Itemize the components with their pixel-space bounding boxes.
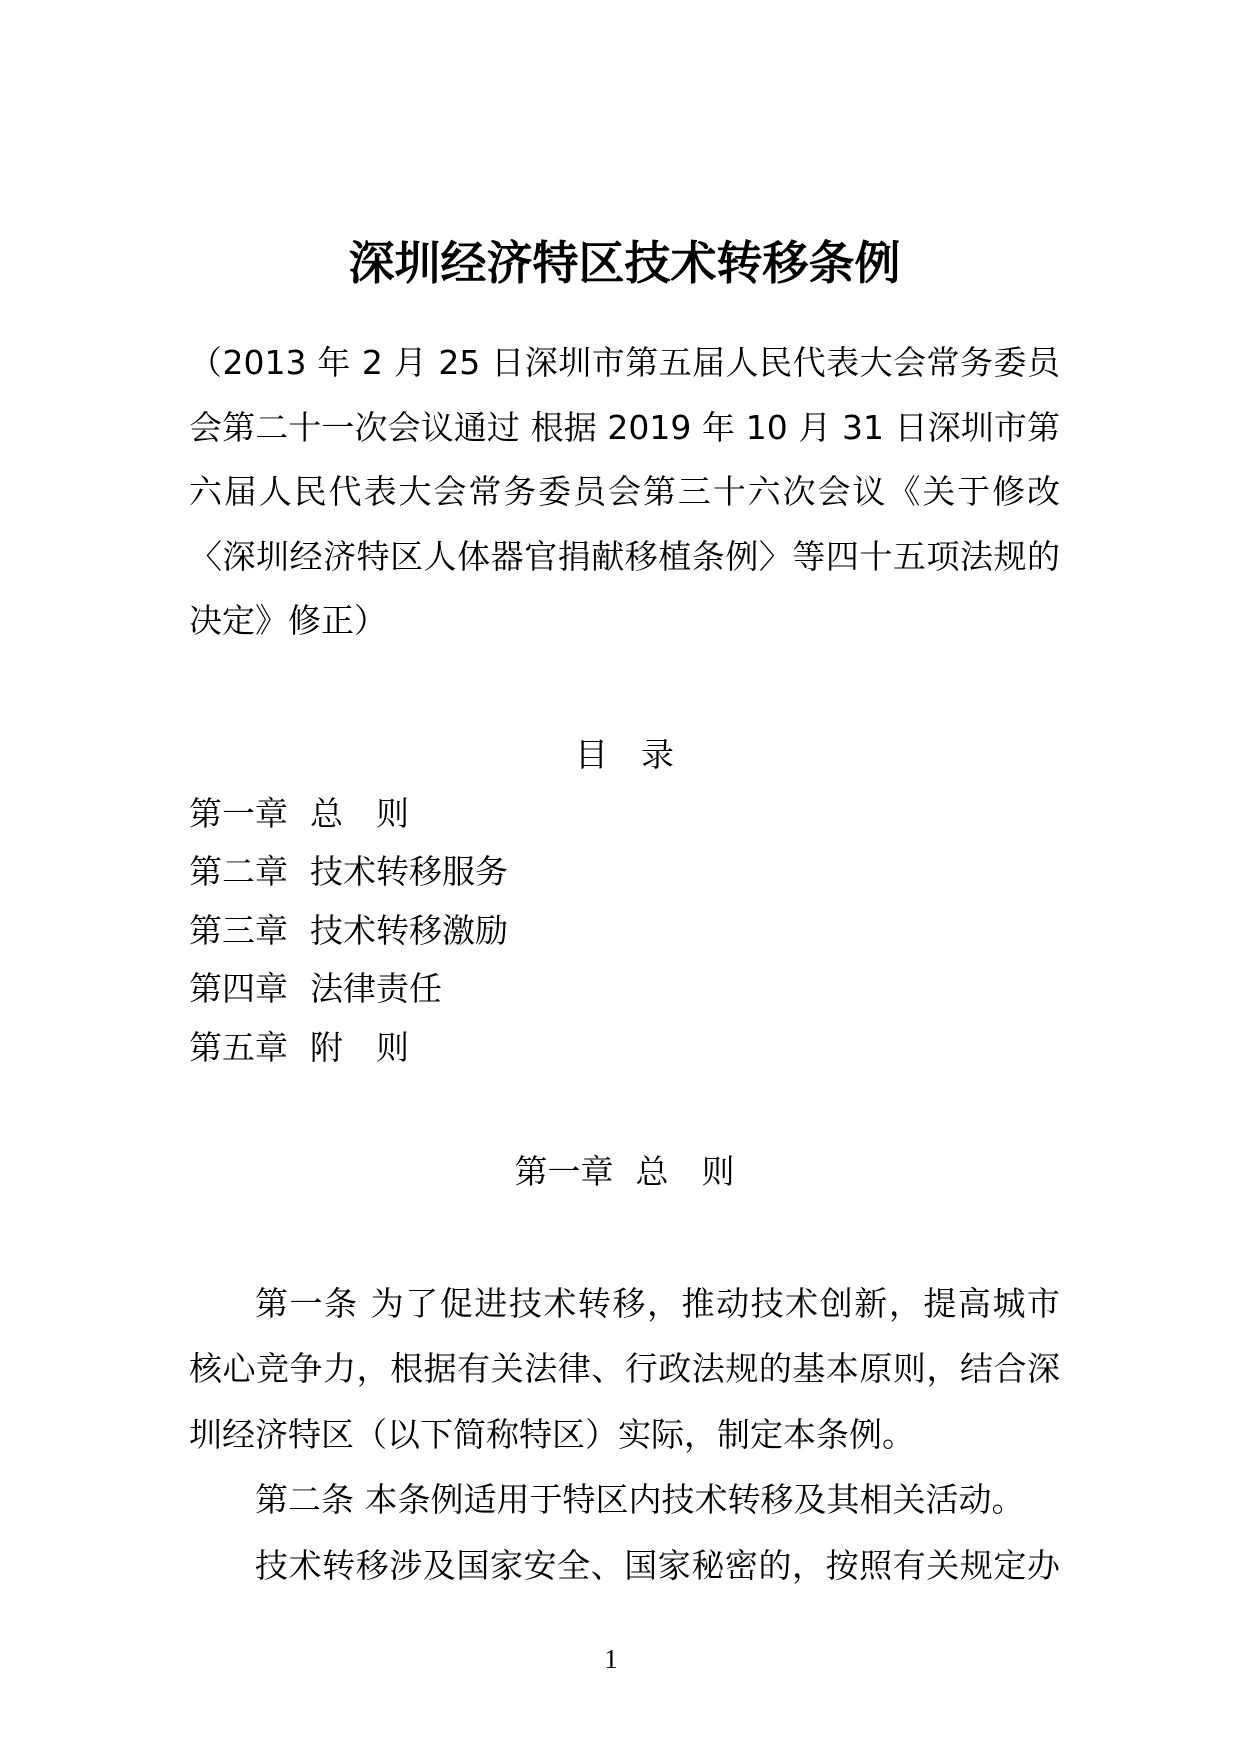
chapter-number: 第一章: [514, 1152, 614, 1191]
article-2-paragraph-2-line: 技术转移涉及国家安全、国家秘密的，按照有关规定办: [255, 1545, 1060, 1585]
toc-chapter-number: 第五章: [189, 1027, 288, 1067]
toc-chapter-title: 技术转移激励: [310, 910, 508, 950]
article-1-line: 第一条 为了促进技术转移，推动技术创新，提高城市: [255, 1284, 1060, 1323]
article-body: [189, 1271, 1060, 1598]
adoption-note-line: 决定》修正）: [189, 601, 387, 640]
adoption-note-line: 会第二十一次会议通过 根据 2019 年 10 月 31 日深圳市第: [189, 407, 1060, 447]
toc-chapter-number: 第三章: [189, 910, 288, 950]
toc-item-chapter-3: [189, 902, 1060, 961]
page-number: 1: [604, 1644, 618, 1674]
toc-chapter-title: 法律责任: [310, 969, 442, 1009]
toc-chapter-title: 附 则: [310, 1027, 409, 1067]
toc-chapter-number: 第二章: [189, 852, 288, 892]
chapter-heading: [189, 1139, 1060, 1205]
toc-item-chapter-5: [189, 1019, 1060, 1078]
toc-heading: 目 录: [575, 735, 674, 774]
adoption-note-line: （2013 年 2 月 25 日深圳市第五届人民代表大会常务委员: [189, 343, 1060, 382]
toc-chapter-number: 第一章: [189, 793, 288, 833]
table-of-contents: [189, 726, 1060, 1078]
adoption-note: [189, 331, 1060, 654]
toc-chapter-title: 技术转移服务: [310, 852, 508, 892]
document-title: 深圳经济特区技术转移条例: [348, 236, 901, 290]
toc-item-chapter-4: [189, 960, 1060, 1019]
toc-chapter-number: 第四章: [189, 969, 288, 1009]
article-2-line: 第二条 本条例适用于特区内技术转移及其相关活动。: [255, 1480, 1025, 1520]
article-1-line: 圳经济特区（以下简称特区）实际，制定本条例。: [189, 1414, 915, 1454]
chapter-title: 总 则: [635, 1152, 735, 1191]
article-1-line: 核心竞争力，根据有关法律、行政法规的基本原则，结合深: [189, 1349, 1060, 1389]
toc-chapter-title: 总 则: [310, 793, 409, 833]
adoption-note-line: 〈深圳经济特区人体器官捐献移植条例〉等四十五项法规的: [189, 536, 1060, 576]
toc-item-chapter-1: [189, 785, 1060, 844]
adoption-note-line: 六届人民代表大会常务委员会第三十六次会议《关于修改: [189, 472, 1060, 511]
toc-item-chapter-2: [189, 843, 1060, 902]
